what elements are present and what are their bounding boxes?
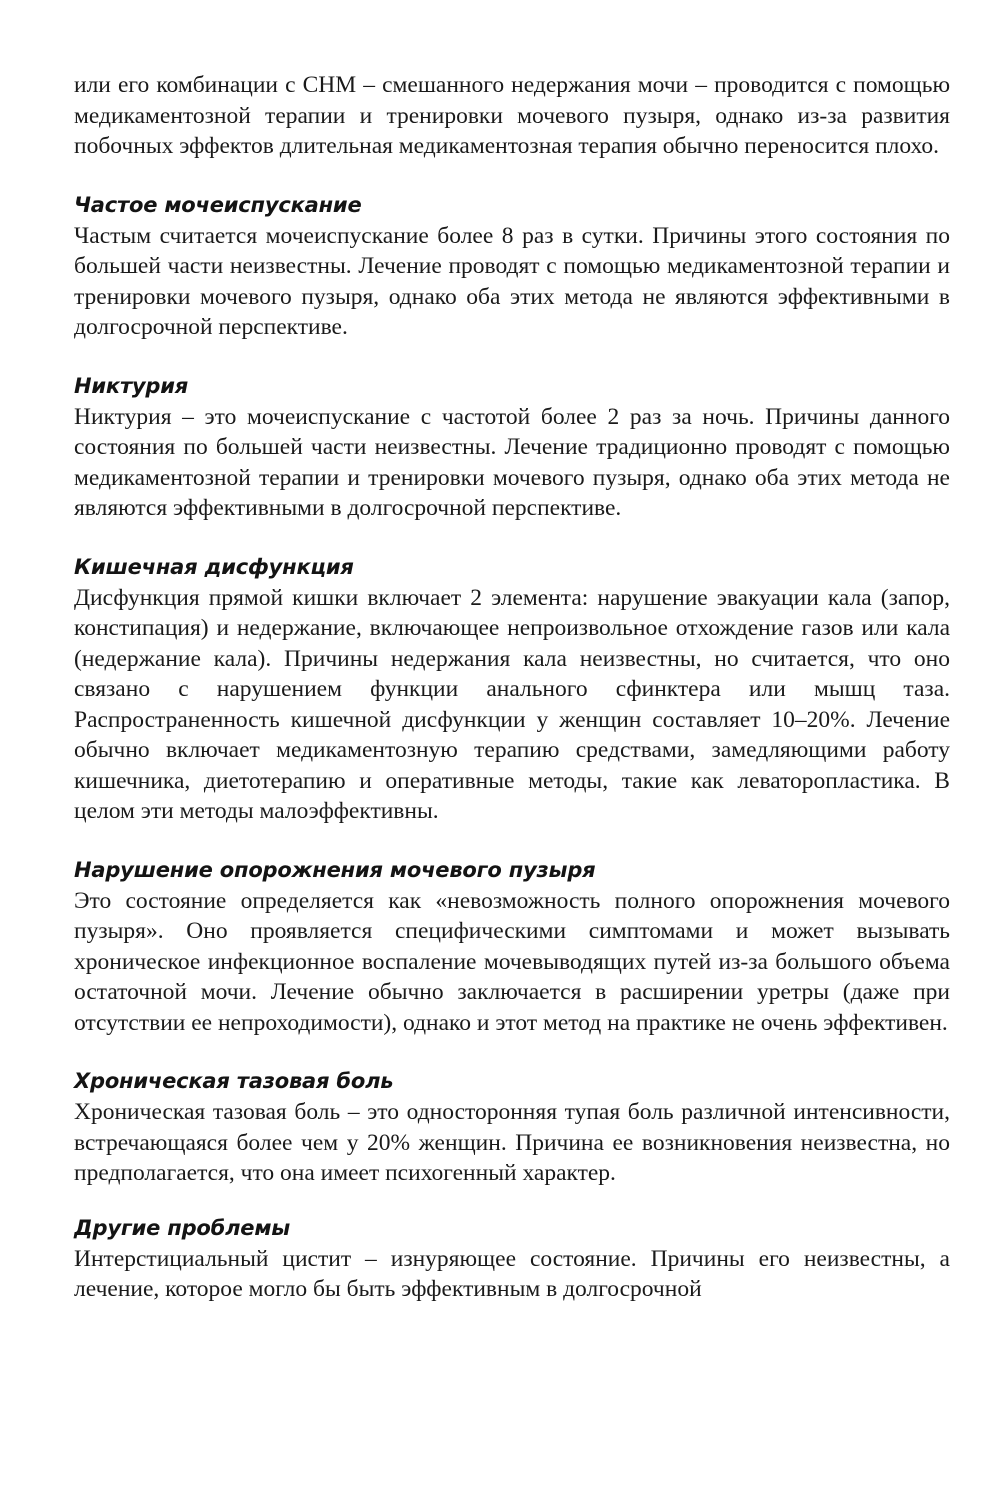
section-title: Кишечная дисфункция bbox=[74, 554, 354, 579]
section-title: Нарушение опорожнения мочевого пузыря bbox=[74, 857, 596, 882]
section-chronic-pelvic-pain bbox=[74, 1066, 950, 1189]
section-paragraph: Хроническая тазовая боль – это односторонняя тупая боль различной интенсивности, встречающаяся более чем у 20% женщин. Причина ее возникновения неизвестна, но предполагается, что она имеет психогенный характер. bbox=[74, 1099, 950, 1186]
section-paragraph: Никтурия – это мочеиспускание с частотой более 2 раз за ночь. Причины данного состояния по большей части неизвестны. Лечение традиционно проводят с помощью медикаментозной терапии и тренировки мочевого пузыря, однако оба этих метода не являются эффективными в долгосрочной перспективе. bbox=[74, 403, 950, 521]
section-paragraph: Дисфункция прямой кишки включает 2 элемента: нарушение эвакуации кала (запор, констипация) и недержание, включающее непроизвольное отхождение газов или кала (недержание кала). Причины недержания кала неизвестны, но считается, что оно связано с нарушением функции анального сфинктера или мышц таза. Распространенность кишечной дисфункции у женщин составляет 10–20%. Лечение обычно включает медикаментозную терапию средствами, замедляющими работу кишечника, диетотерапию и оперативные методы, такие как леваторопластика. В целом эти методы малоэффективны. bbox=[74, 584, 950, 824]
section-other-problems bbox=[74, 1213, 950, 1305]
section-title: Частое мочеиспускание bbox=[74, 192, 362, 217]
section-voiding-dysfunction bbox=[74, 855, 950, 1039]
section-title: Никтурия bbox=[74, 373, 189, 398]
section-paragraph: Частым считается мочеиспускание более 8 раз в сутки. Причины этого состояния по большей части неизвестны. Лечение проводят с помощью медикаментозной терапии и тренировки мочевого пузыря, однако оба этих метода не являются эффективными в долгосрочной перспективе. bbox=[74, 222, 950, 340]
section-title: Другие проблемы bbox=[74, 1215, 291, 1240]
intro-paragraph: или его комбинации с СНМ – смешанного недержания мочи – проводится с помощью медикаментозной терапии и тренировки мочевого пузыря, однако из-за развития побочных эффектов длительная медикаментозная терапия обычно переносится плохо. bbox=[74, 72, 950, 159]
section-bowel-dysfunction bbox=[74, 552, 950, 827]
section-nocturia bbox=[74, 371, 950, 524]
section-title: Хроническая тазовая боль bbox=[74, 1069, 394, 1093]
section-paragraph: Интерстициальный цистит – изнуряющее состояние. Причины его неизвестны, а лечение, которое могло бы быть эффективным в долгосрочной bbox=[74, 1245, 950, 1302]
section-paragraph: Это состояние определяется как «невозможность полного опорожнения мочевого пузыря». Оно проявляется специфическими симптомами и может вызывать хроническое инфекционное воспаление мочевыводящих путей из-за большого объема остаточной мочи. Лечение обычно заключается в расширении уретры (даже при отсутствии ее непроходимости), однако и этот метод на практике не очень эффективен. bbox=[74, 887, 950, 1036]
page-content bbox=[74, 70, 950, 1305]
section-frequent-urination bbox=[74, 190, 950, 343]
